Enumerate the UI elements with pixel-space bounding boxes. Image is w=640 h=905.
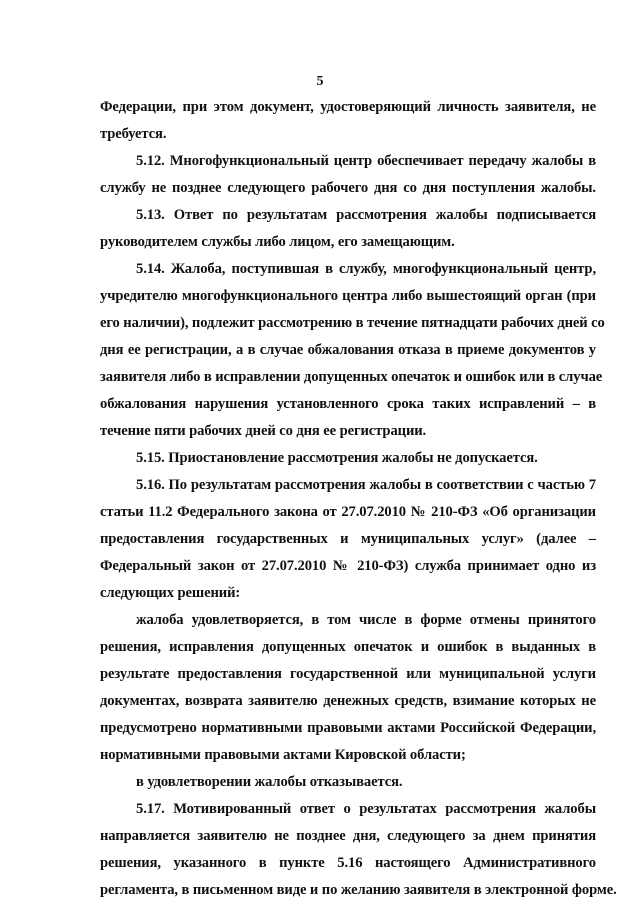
text-line: предоставления государственных и муниципальных услуг» (далее – — [100, 531, 596, 547]
text-line: следующих решений: — [100, 585, 241, 601]
text-line: течение пяти рабочих дней со дня ее регистрации. — [100, 423, 427, 439]
text-line: его наличии), подлежит рассмотрению в течение пятнадцати рабочих дней со — [100, 315, 605, 331]
text-line: службу не позднее следующего рабочего дня со дня поступления жалобы. — [100, 180, 596, 196]
text-line: документах, возврата заявителю денежных средств, взимание которых не — [100, 693, 596, 709]
text-line: 5.15. Приостановление рассмотрения жалобы не допускается. — [136, 450, 538, 466]
text-line: учредителю многофункционального центра либо вышестоящий орган (при — [100, 288, 596, 304]
text-line: нормативными правовыми актами Кировской области; — [100, 747, 466, 763]
text-line: решения, исправления допущенных опечаток и ошибок в выданных в — [100, 639, 596, 655]
text-line: результате предоставления государственной или муниципальной услуги — [100, 666, 596, 682]
text-line: Федеральный закон от 27.07.2010 № 210-ФЗ) служба принимает одно из — [100, 558, 596, 574]
text-line: требуется. — [100, 126, 167, 142]
text-line: статьи 11.2 Федерального закона от 27.07.2010 № 210-ФЗ «Об организации — [100, 504, 596, 520]
text-line: 5.16. По результатам рассмотрения жалобы в соответствии с частью 7 — [136, 477, 596, 493]
text-line: жалоба удовлетворяется, в том числе в форме отмены принятого — [136, 612, 596, 628]
text-line: 5.14. Жалоба, поступившая в службу, многофункциональный центр, — [136, 261, 596, 277]
text-line: заявителя либо в исправлении допущенных опечаток и ошибок или в случае — [100, 369, 603, 385]
text-line: 5.13. Ответ по результатам рассмотрения жалобы подписывается — [136, 207, 596, 223]
text-line: регламента, в письменном виде и по желанию заявителя в электронной форме. — [100, 882, 617, 898]
text-line: Федерации, при этом документ, удостоверяющий личность заявителя, не — [100, 99, 596, 115]
text-line: в удовлетворении жалобы отказывается. — [136, 774, 403, 790]
page-number: 5 — [316, 74, 324, 89]
text-line: 5.17. Мотивированный ответ о результатах рассмотрения жалобы — [136, 801, 596, 817]
text-line: решения, указанного в пункте 5.16 настоящего Административного — [100, 855, 596, 871]
text-line: предусмотрено нормативными правовыми актами Российской Федерации, — [100, 720, 596, 736]
text-line: руководителем службы либо лицом, его замещающим. — [100, 234, 455, 250]
text-line: дня ее регистрации, а в случае обжалования отказа в приеме документов у — [100, 342, 596, 358]
text-line: направляется заявителю не позднее дня, следующего за днем принятия — [100, 828, 596, 844]
text-line: обжалования нарушения установленного срока таких исправлений – в — [100, 396, 596, 412]
text-line: 5.12. Многофункциональный центр обеспечивает передачу жалобы в — [136, 153, 596, 169]
